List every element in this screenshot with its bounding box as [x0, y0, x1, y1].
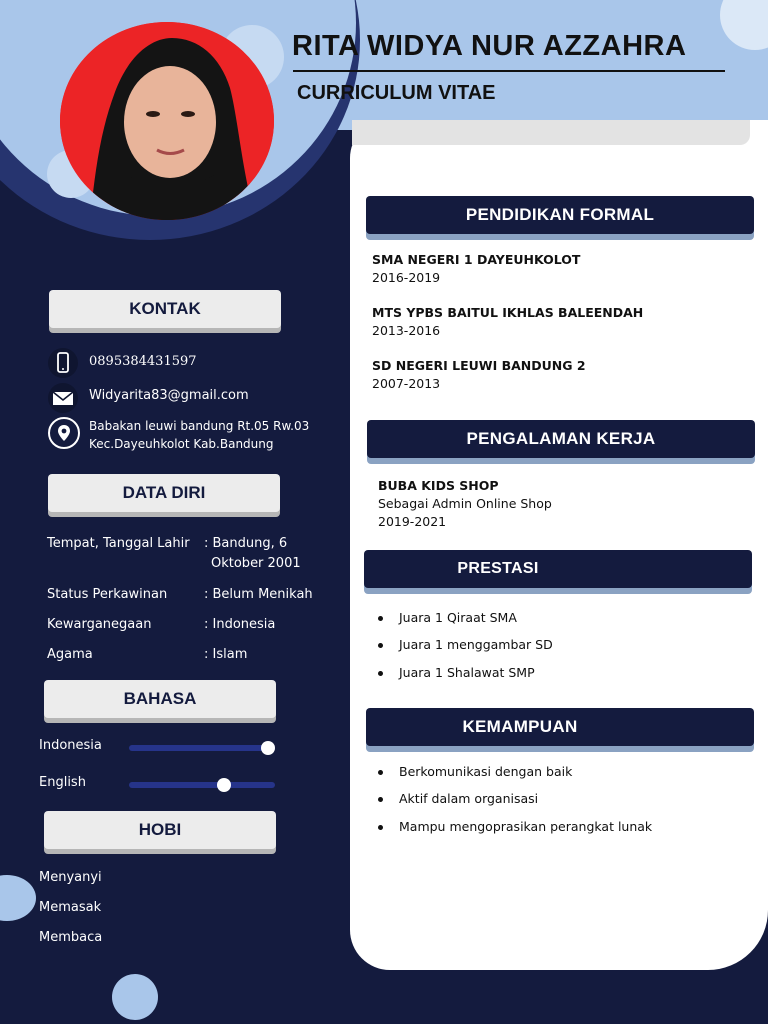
job-role: Sebagai Admin Online Shop: [378, 496, 552, 511]
name-underline: [293, 70, 725, 72]
school-name: SD NEGERI LEUWI BANDUNG 2: [372, 358, 586, 373]
skill-item: Aktif dalam organisasi: [399, 791, 539, 806]
data-value-continued: Oktober 2001: [211, 556, 301, 571]
company-name: BUBA KIDS SHOP: [378, 478, 499, 493]
person-name: RITA WIDYA NUR AZZAHRA: [292, 30, 687, 62]
language-level-bar: [129, 745, 275, 751]
data-label: Status Perkawinan: [47, 587, 168, 602]
data-label: Kewarganegaan: [47, 617, 152, 632]
school-name: MTS YPBS BAITUL IKHLAS BALEENDAH: [372, 305, 644, 320]
data-value: : Indonesia: [204, 617, 276, 632]
pengalaman-heading: PENGALAMAN KERJA: [367, 420, 755, 458]
hobby-item: Memasak: [39, 900, 102, 915]
school-name: SMA NEGERI 1 DAYEUHKOLOT: [372, 252, 581, 267]
phone-icon: [48, 348, 78, 378]
list-bullet: [378, 671, 383, 676]
language-label: English: [39, 775, 86, 790]
school-years: 2013-2016: [372, 323, 441, 338]
language-level-bar: [129, 782, 275, 788]
list-bullet: [378, 770, 383, 775]
content-panel: [350, 120, 768, 970]
achievement-item: Juara 1 Qiraat SMA: [399, 610, 517, 625]
school-years: 2016-2019: [372, 270, 441, 285]
phone-number: 0895384431597: [89, 354, 197, 369]
list-bullet: [378, 616, 383, 621]
data-label: Agama: [47, 647, 93, 662]
kemampuan-heading: KEMAMPUAN: [366, 708, 754, 746]
prestasi-heading: PRESTASI: [364, 550, 752, 588]
data-value: : Bandung, 6: [204, 536, 288, 551]
data-value: : Islam: [204, 647, 248, 662]
pendidikan-heading: PENDIDIKAN FORMAL: [366, 196, 754, 234]
data-value: : Belum Menikah: [204, 587, 313, 602]
list-bullet: [378, 797, 383, 802]
list-bullet: [378, 643, 383, 648]
language-level-indicator: [261, 741, 275, 755]
language-label: Indonesia: [39, 738, 102, 753]
profile-photo: [60, 22, 274, 220]
job-years: 2019-2021: [378, 514, 447, 529]
achievement-item: Juara 1 Shalawat SMP: [399, 665, 535, 680]
data-diri-heading: DATA DIRI: [48, 474, 280, 512]
kontak-heading: KONTAK: [49, 290, 281, 328]
hobby-item: Menyanyi: [39, 870, 102, 885]
address-line-1: Babakan leuwi bandung Rt.05 Rw.03: [89, 419, 310, 433]
achievement-item: Juara 1 menggambar SD: [399, 637, 553, 652]
language-level-indicator: [217, 778, 231, 792]
skill-item: Berkomunikasi dengan baik: [399, 764, 573, 779]
address-line-2: Kec.Dayeuhkolot Kab.Bandung: [89, 437, 274, 451]
hobi-heading: HOBI: [44, 811, 276, 849]
hobby-item: Membaca: [39, 930, 103, 945]
document-subtitle: CURRICULUM VITAE: [297, 82, 496, 104]
bubble-decoration: [112, 974, 158, 1020]
school-years: 2007-2013: [372, 376, 441, 391]
skill-item: Mampu mengoprasikan perangkat lunak: [399, 819, 653, 834]
bahasa-heading: BAHASA: [44, 680, 276, 718]
header-divider-strip: [352, 120, 750, 145]
data-label: Tempat, Tanggal Lahir: [47, 536, 190, 551]
email-address: Widyarita83@gmail.com: [89, 388, 249, 403]
bubble-decoration: [0, 875, 36, 921]
location-icon: [48, 417, 80, 449]
email-icon: [48, 383, 78, 413]
list-bullet: [378, 825, 383, 830]
